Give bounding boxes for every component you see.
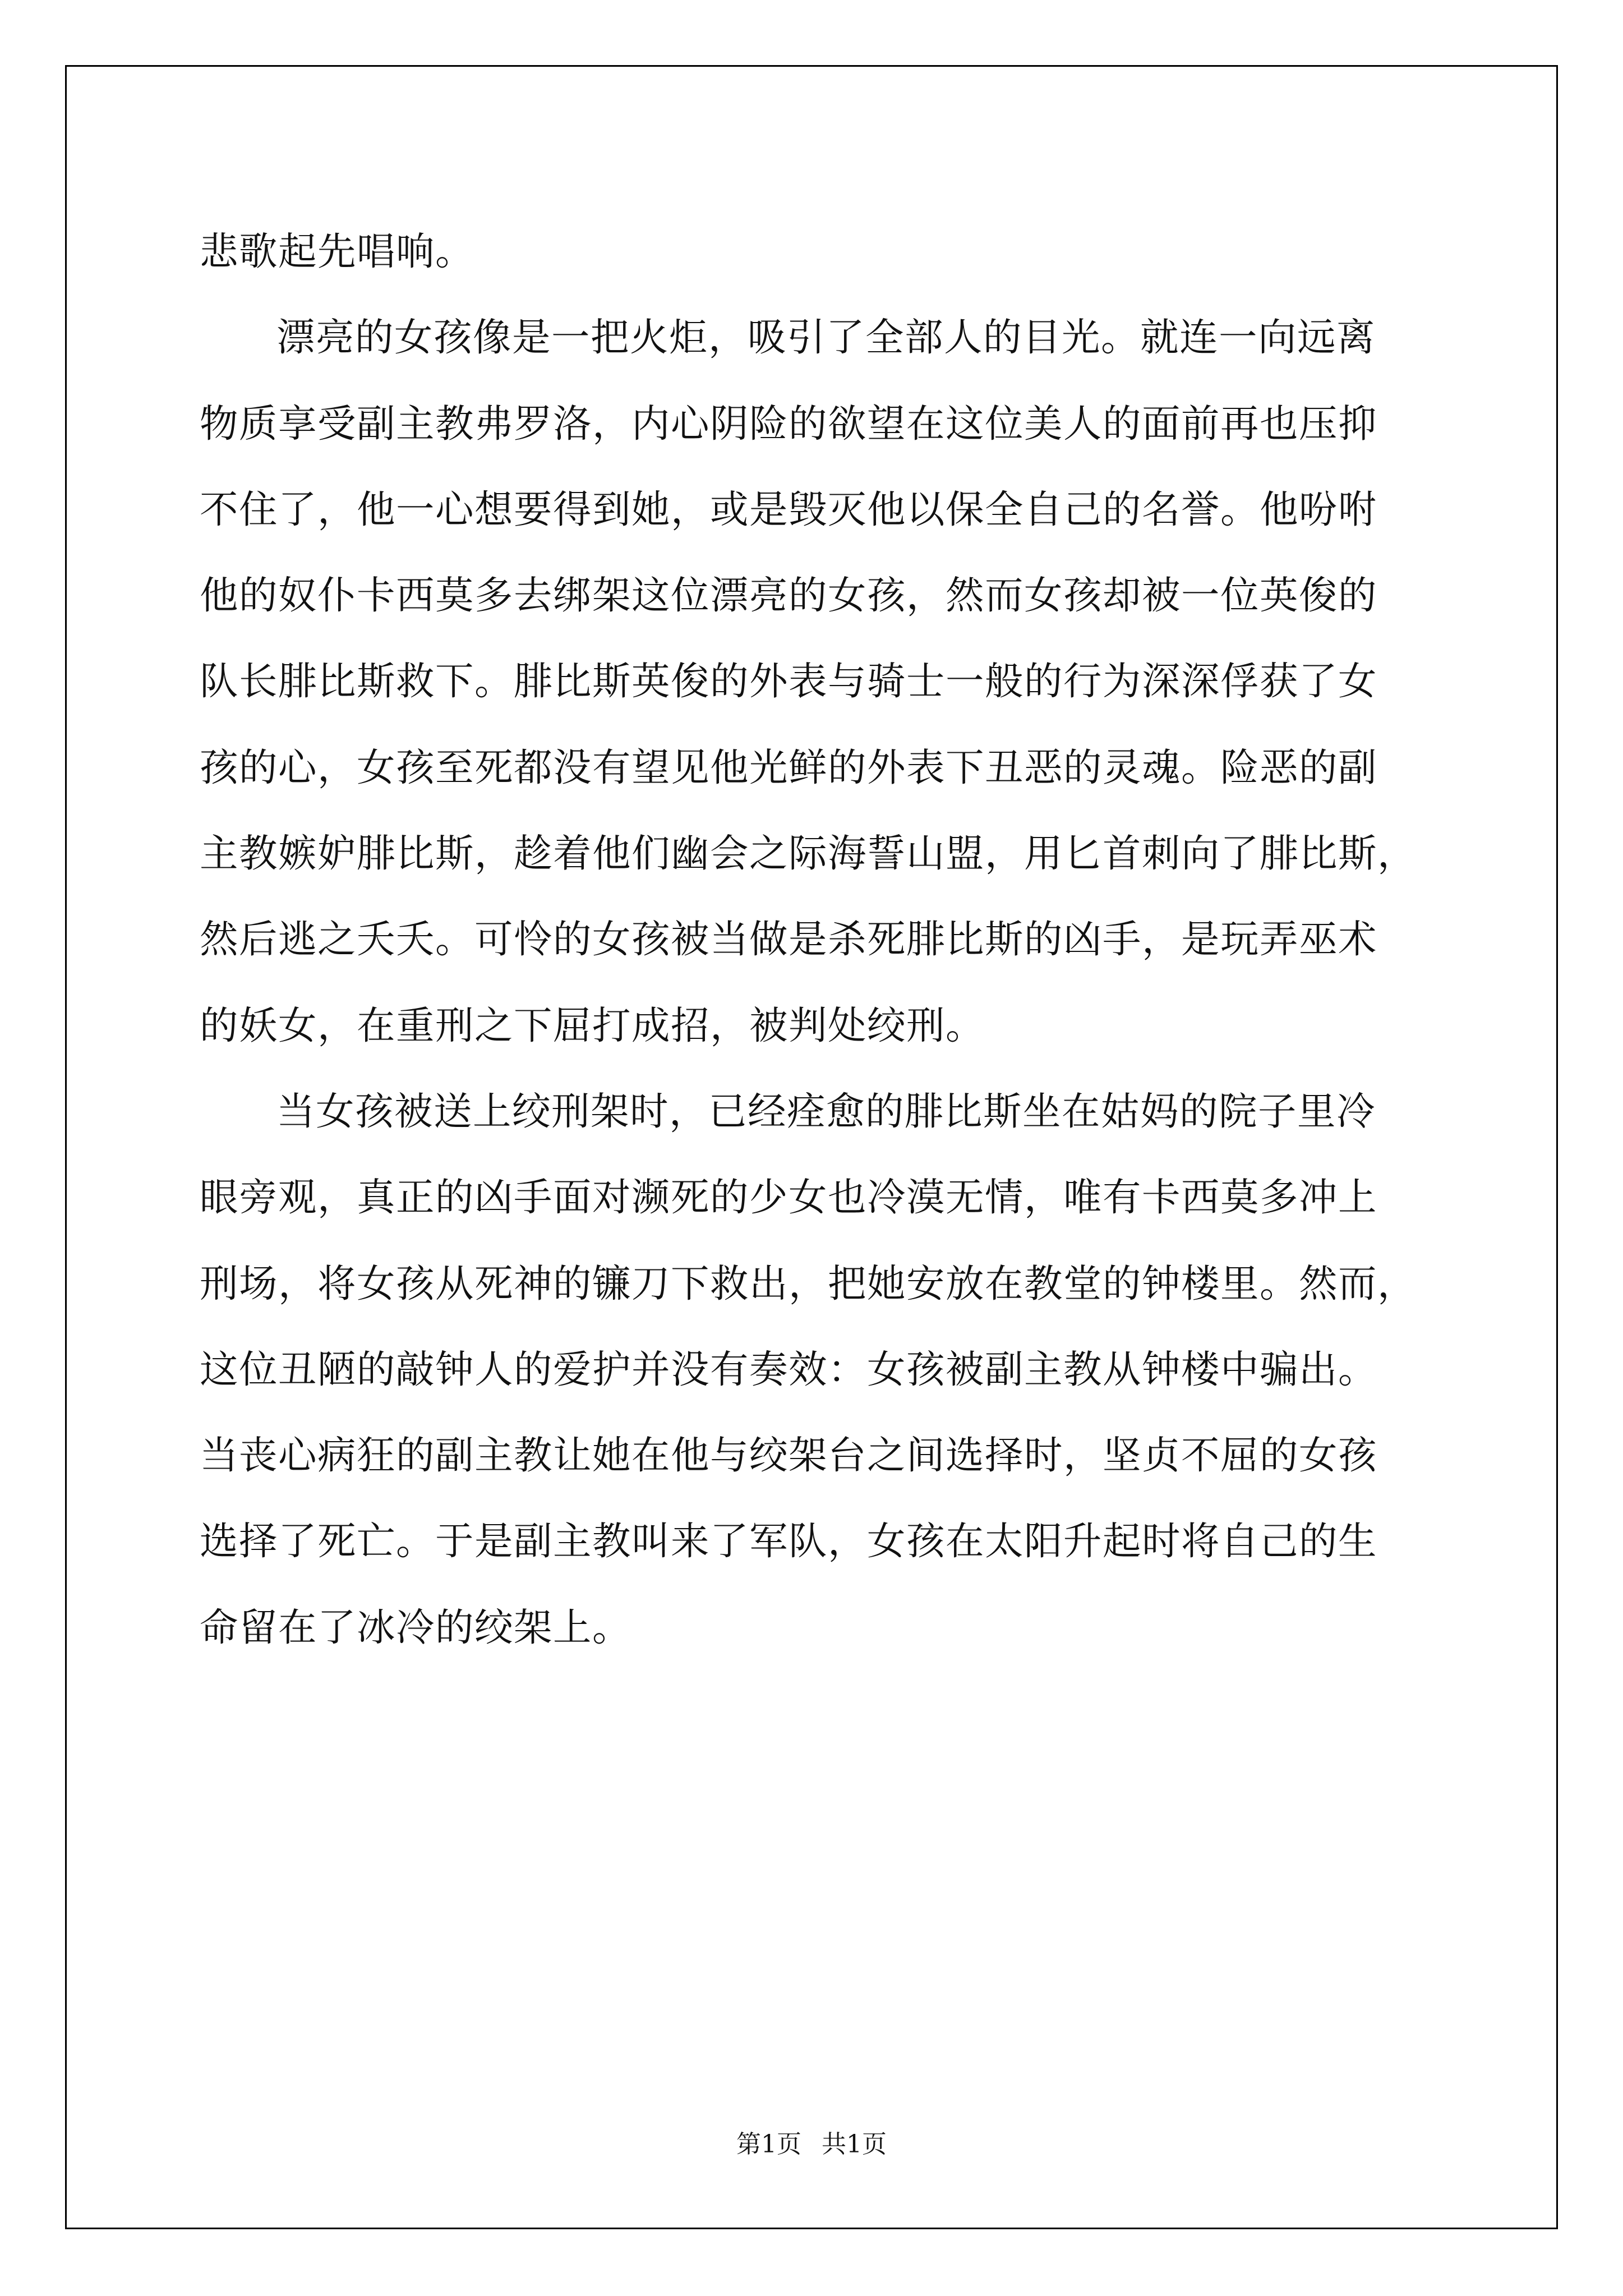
text-line: 刑场，将女孩从死神的镰刀下救出，把她安放在教堂的钟楼里。然而， bbox=[200, 1261, 1417, 1306]
page-number: 第1页 bbox=[736, 2130, 801, 2159]
paragraph bbox=[200, 1069, 1433, 1671]
text-line: 的妖女，在重刑之下屈打成招，被判处绞刑。 bbox=[200, 1003, 985, 1048]
text-line: 不住了，他一心想要得到她，或是毁灭他以保全自己的名誉。他吩咐 bbox=[200, 487, 1378, 532]
text-line: 主教嫉妒腓比斯，趁着他们幽会之际海誓山盟，用匕首刺向了腓比斯， bbox=[200, 831, 1417, 877]
text-line: 选择了死亡。于是副主教叫来了军队，女孩在太阳升起时将自己的生 bbox=[200, 1519, 1378, 1565]
text-line: 队长腓比斯救下。腓比斯英俊的外表与骑士一般的行为深深俘获了女 bbox=[200, 659, 1378, 705]
text-line: 悲歌起先唱响。 bbox=[200, 229, 475, 274]
page-total: 共1页 bbox=[822, 2130, 887, 2159]
text-line: 然后逃之夭夭。可怜的女孩被当做是杀死腓比斯的凶手，是玩弄巫术 bbox=[200, 917, 1378, 963]
text-line: 眼旁观，真正的凶手面对濒死的少女也冷漠无情，唯有卡西莫多冲上 bbox=[200, 1175, 1378, 1221]
text-line: 当女孩被送上绞刑架时，已经痊愈的腓比斯坐在姑妈的院子里冷 bbox=[276, 1089, 1376, 1134]
text-line: 孩的心，女孩至死都没有望见他光鲜的外表下丑恶的灵魂。险恶的副 bbox=[200, 745, 1378, 790]
paragraph bbox=[200, 295, 1433, 1069]
text-line: 他的奴仆卡西莫多去绑架这位漂亮的女孩，然而女孩却被一位英俊的 bbox=[200, 573, 1378, 619]
text-line: 当丧心病狂的副主教让她在他与绞架台之间选择时，坚贞不屈的女孩 bbox=[200, 1433, 1378, 1479]
text-line: 物质享受副主教弗罗洛，内心阴险的欲望在这位美人的面前再也压抑 bbox=[200, 401, 1378, 447]
text-line: 这位丑陋的敲钟人的爱护并没有奏效：女孩被副主教从钟楼中骗出。 bbox=[200, 1347, 1378, 1392]
page-footer bbox=[0, 2128, 1623, 2161]
text-line: 漂亮的女孩像是一把火炬，吸引了全部人的目光。就连一向远离 bbox=[276, 315, 1376, 361]
document-body bbox=[200, 209, 1433, 1671]
text-line: 命留在了冰冷的绞架上。 bbox=[200, 1605, 632, 1650]
paragraph bbox=[200, 209, 1433, 295]
